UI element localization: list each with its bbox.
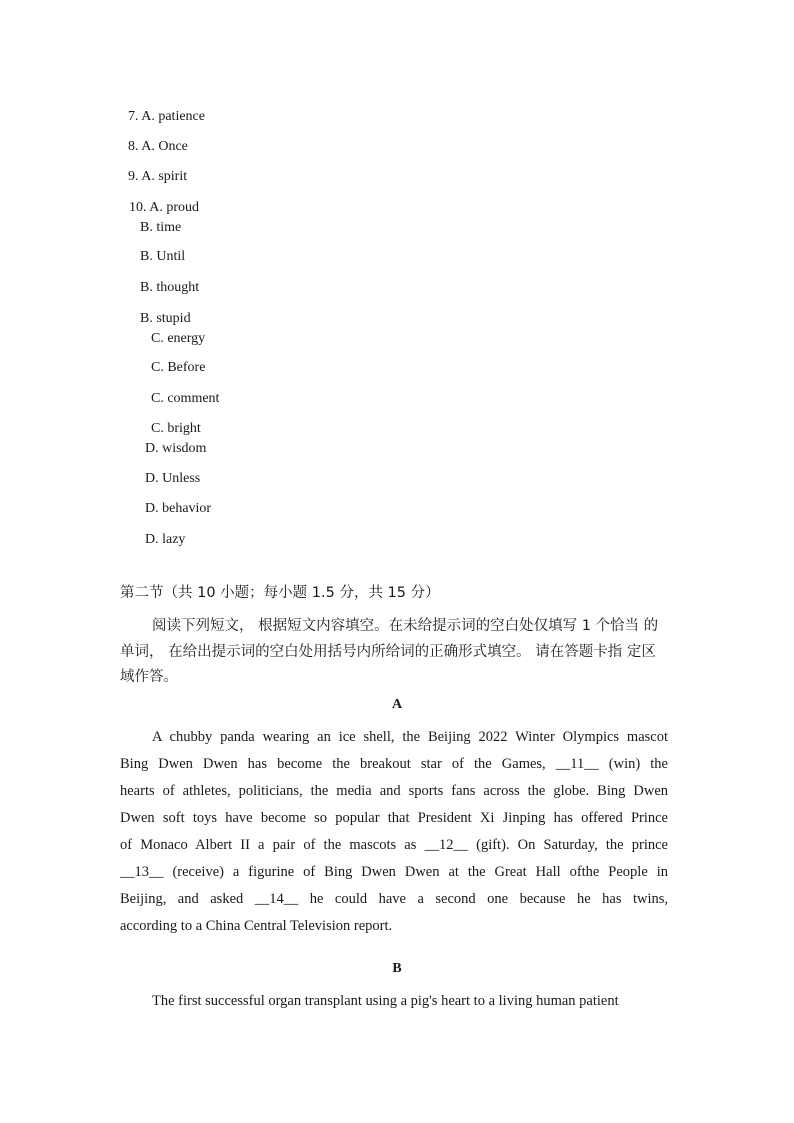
option-10a: 10. A. proud	[129, 200, 199, 215]
option-10d: D. lazy	[145, 532, 186, 547]
option-9d: D. behavior	[145, 501, 212, 516]
passage-a-line: of Monaco Albert II a pair of the mascots as __12__ (gift). On Saturday, the prince	[120, 837, 668, 853]
option-7a: 7. A. patience	[128, 109, 205, 124]
passage-a-line: __13__ (receive) a figurine of Bing Dwen Dwen at the Great Hall ofthe People in	[120, 864, 668, 880]
passage-b-label: B	[392, 961, 402, 976]
passage-a-line: Beijing, and asked __14__ he could have a second one because he has twins,	[120, 891, 668, 907]
instruction-line-3: 域作答。	[120, 669, 178, 685]
passage-a-line: Dwen soft toys have become so popular that President Xi Jinping has offered Prince	[120, 810, 668, 826]
instruction-line-2: 单词， 在给出提示词的空白处用括号内所给词的正确形式填空。 请在答题卡指 定区	[120, 644, 656, 660]
option-7c: C. energy	[151, 331, 206, 346]
option-7d: D. wisdom	[145, 441, 207, 456]
passage-a-line: A chubby panda wearing an ice shell, the Beijing 2022 Winter Olympics mascot	[152, 729, 668, 745]
option-10b: B. stupid	[140, 311, 191, 326]
option-9c: C. comment	[151, 391, 220, 406]
option-10c: C. bright	[151, 421, 201, 436]
option-9b: B. thought	[140, 280, 200, 295]
passage-a-line: Bing Dwen Dwen has become the breakout star of the Games, __11__ (win) the	[120, 756, 668, 772]
passage-a-label: A	[391, 697, 403, 712]
option-8c: C. Before	[151, 360, 206, 375]
section-heading: 第二节（共 10 小题；每小题 1.5 分，共 15 分）	[120, 585, 440, 601]
option-8a: 8. A. Once	[128, 139, 188, 154]
instruction-line-1: 阅读下列短文， 根据短文内容填空。在未给提示词的空白处仅填写 1 个恰当 的	[152, 618, 659, 634]
option-7b: B. time	[140, 220, 182, 235]
passage-b-first-line: The first successful organ transplant using a pig's heart to a living human patient	[152, 993, 619, 1009]
passage-a-line: hearts of athletes, politicians, the media and sports fans across the globe. Bing Dwen	[120, 783, 668, 799]
passage-a-line: according to a China Central Television report.	[120, 918, 393, 934]
option-8b: B. Until	[140, 249, 186, 264]
option-9a: 9. A. spirit	[128, 169, 188, 184]
option-8d: D. Unless	[145, 471, 201, 486]
passage-a-text	[120, 724, 668, 940]
